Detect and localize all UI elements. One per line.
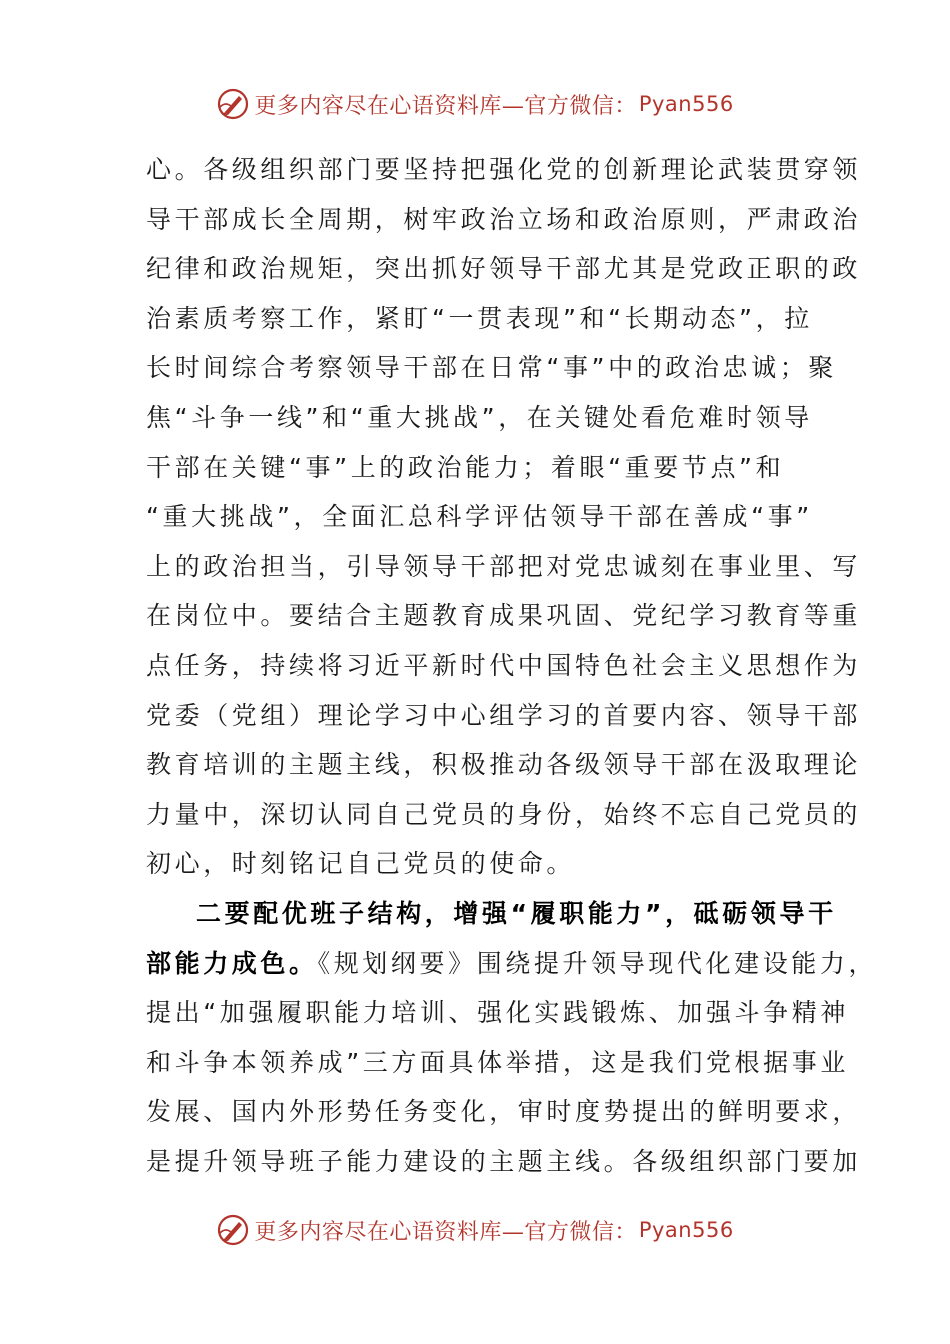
paragraph-2-heading-end: 部能力成色。 [146, 948, 318, 978]
paragraph-1-line: 心。各级组织部门要坚持把强化党的创新理论武装贯穿领 [146, 155, 862, 184]
pen-circle-logo-icon [216, 1213, 250, 1247]
paragraph-2-line: 是提升领导班子能力建设的主题主线。各级组织部门要加 [146, 1146, 862, 1176]
paragraph-1-line: 焦“斗争一线”和“重大挑战”，在关键处看危难时领导 [146, 402, 813, 432]
paragraph-1-line: 在岗位中。要结合主题教育成果巩固、党纪学习教育等重 [146, 601, 862, 631]
paragraph-1-line: 导干部成长全周期，树牢政治立场和政治原则，严肃政治 [146, 204, 862, 234]
paragraph-2-line: 提出“加强履职能力培训、强化实践锻炼、加强斗争精神 [146, 998, 849, 1028]
footer-banner-handle: Pyan556 [638, 1218, 734, 1242]
header-banner-text: 更多内容尽在心语资料库—官方微信： [254, 93, 637, 119]
paragraph-1-line: 治素质考察工作，紧盯“一贯表现”和“长期动态”，拉 [146, 303, 813, 333]
paragraph-1-line: 党委（党组）理论学习中心组学习的首要内容、领导干部 [146, 700, 862, 730]
paragraph-2-heading: 二要配优班子结构，增强“履职能力”，砥砺领导干 [196, 898, 837, 928]
paragraph-1-line: 上的政治担当，引导领导干部把对党忠诚刻在事业里、写 [146, 551, 862, 581]
paragraph-1-line: 长时间综合考察领导干部在日常“事”中的政治忠诚；聚 [146, 353, 837, 383]
paragraph-2-line: 和斗争本领养成”三方面具体举措，这是我们党根据事业 [146, 1047, 849, 1077]
paragraph-1-line: “重大挑战”，全面汇总科学评估领导干部在善成“事” [146, 502, 813, 532]
header-banner [0, 84, 950, 124]
paragraph-1-line: 纪律和政治规矩，突出抓好领导干部尤其是党政正职的政 [146, 254, 862, 284]
paragraph-1-line: 点任务，持续将习近平新时代中国特色社会主义思想作为 [146, 650, 862, 680]
document-body [146, 145, 878, 1186]
pen-circle-logo-icon [216, 87, 250, 121]
footer-banner-text: 更多内容尽在心语资料库—官方微信： [254, 1219, 637, 1245]
paragraph-2-line-rest: 《规划纲要》围绕提升领导现代化建设能力， [317, 948, 878, 978]
paragraph-1-line: 教育培训的主题主线，积极推动各级领导干部在汲取理论 [146, 750, 862, 780]
paragraph-1-line: 力量中，深切认同自己党员的身份，始终不忘自己党员的 [146, 799, 862, 829]
paragraph-1-line: 干部在关键“事”上的政治能力；着眼“重要节点”和 [146, 452, 785, 482]
paragraph-1-line: 初心，时刻铭记自己党员的使命。 [146, 849, 576, 879]
paragraph-2-line [146, 939, 878, 989]
paragraph-2-line: 发展、国内外形势任务变化，审时度势提出的鲜明要求， [146, 1097, 862, 1127]
header-banner-handle: Pyan556 [638, 92, 734, 116]
footer-banner [0, 1210, 950, 1250]
